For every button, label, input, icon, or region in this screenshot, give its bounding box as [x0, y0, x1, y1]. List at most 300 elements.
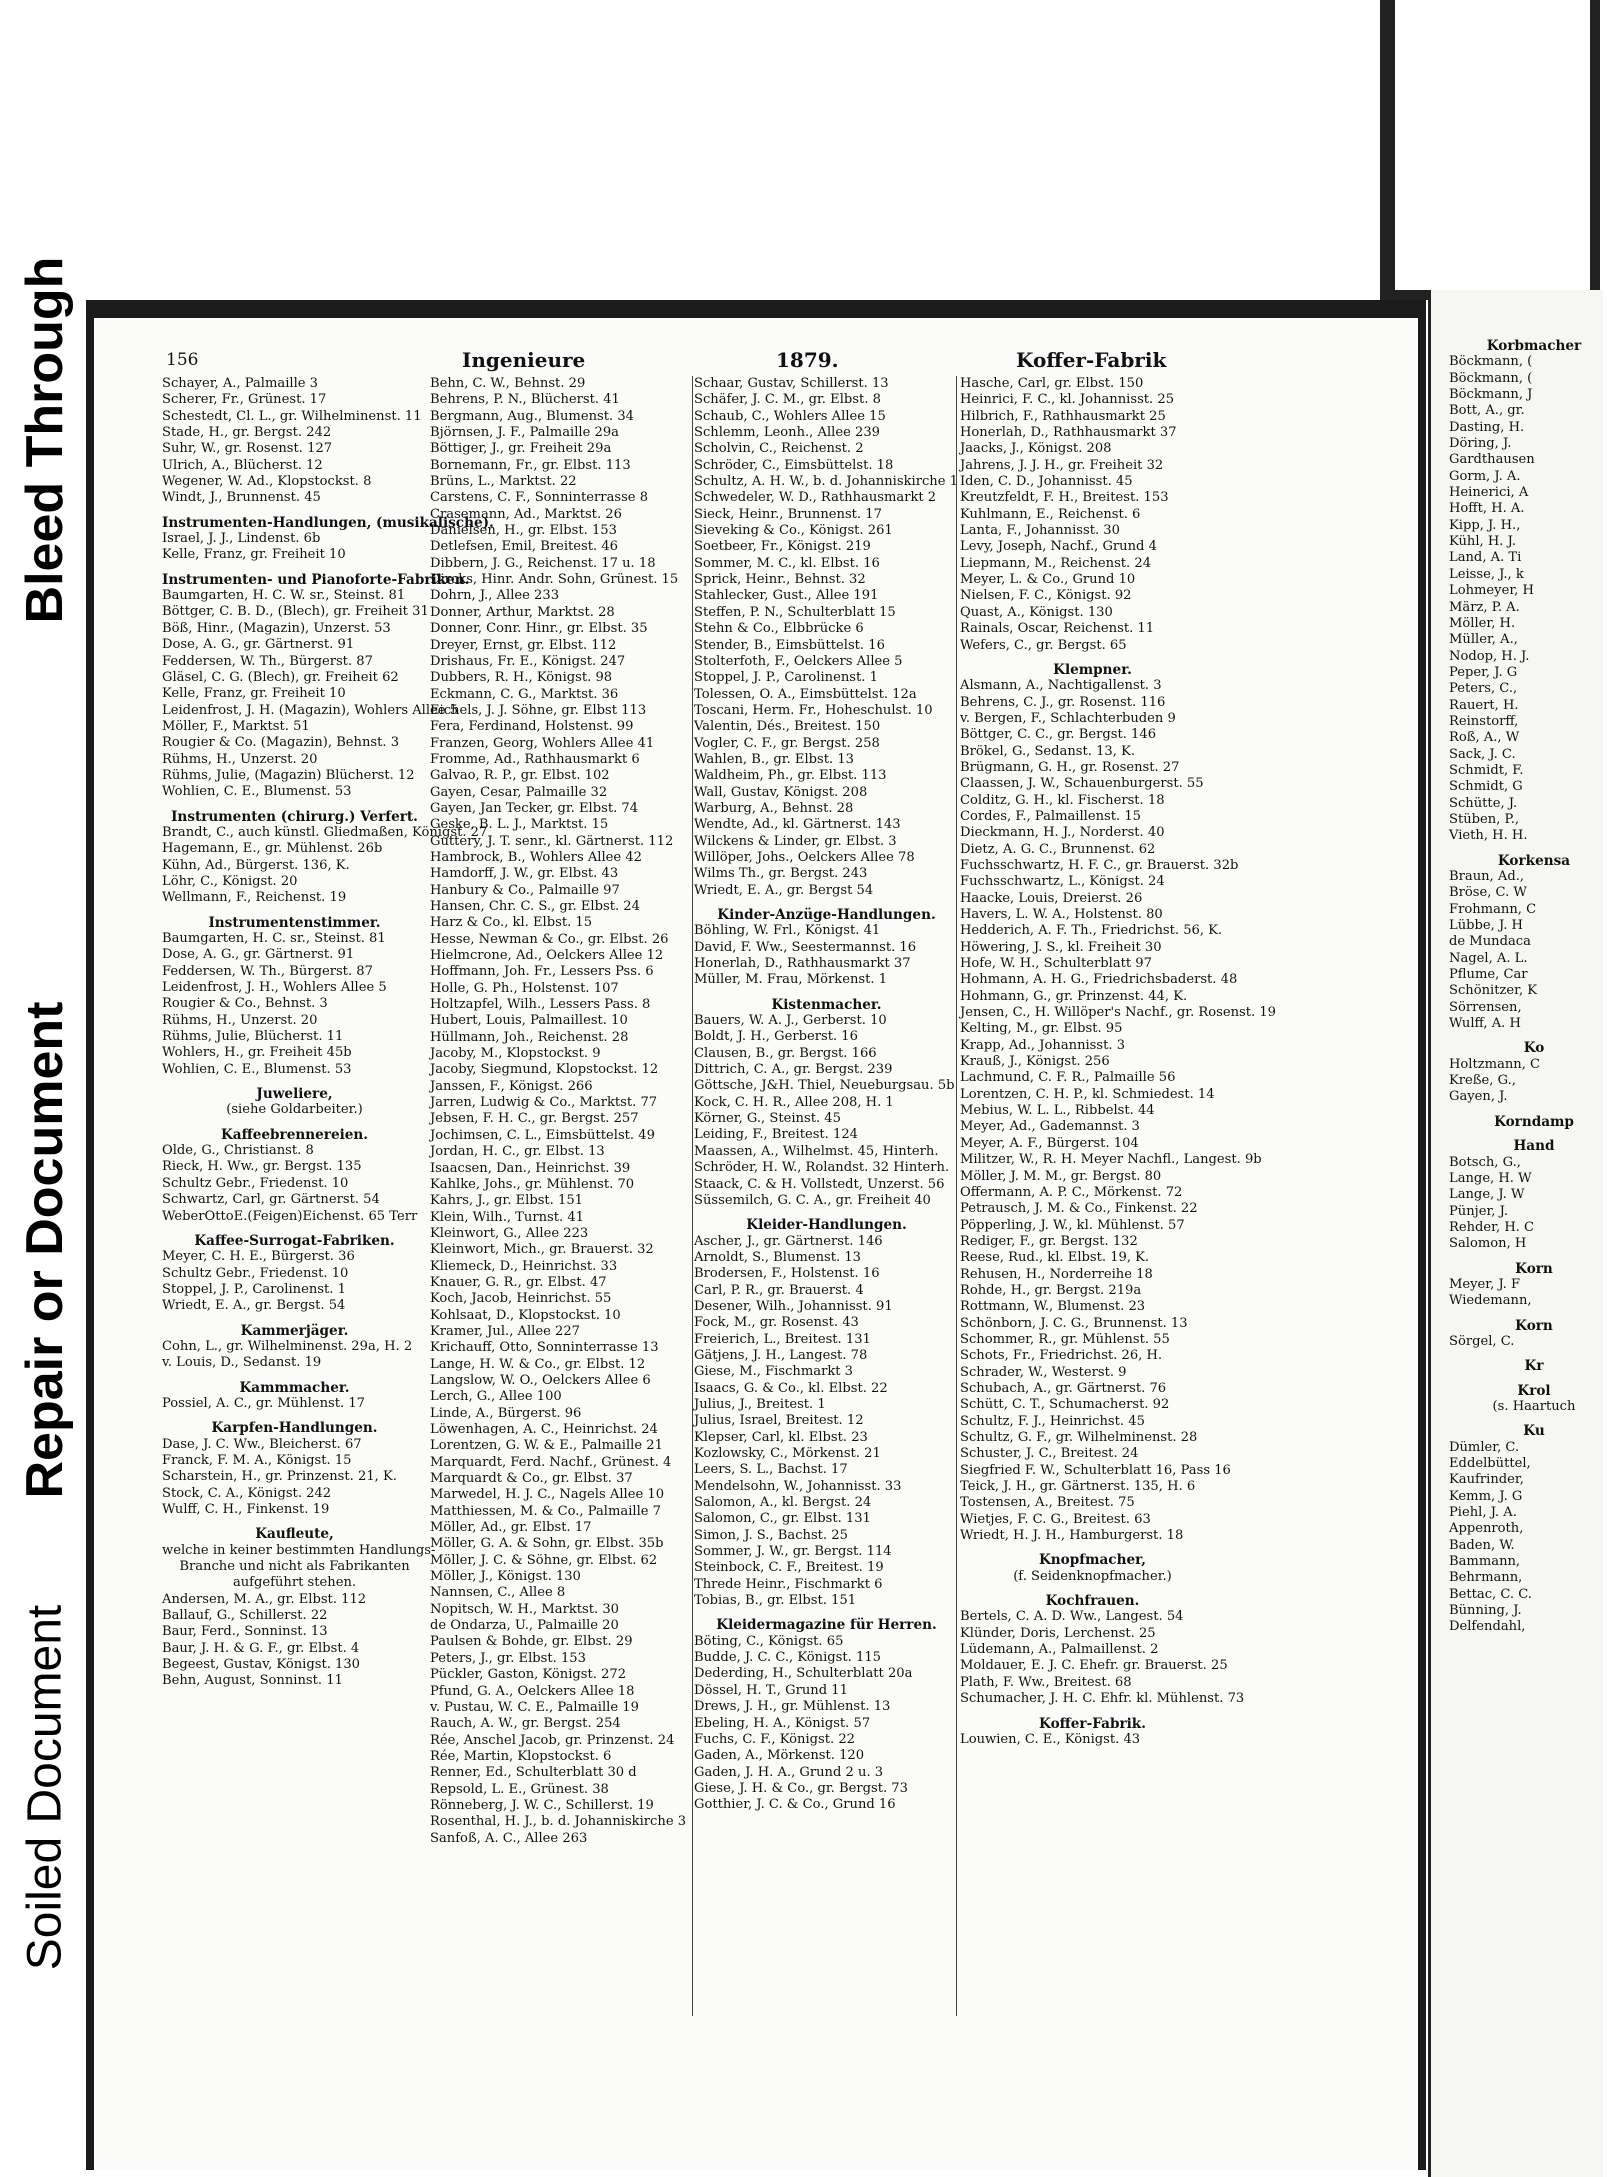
directory-entry: Göttsche, J&H. Thiel, Neueburgsau. 5b [694, 1078, 955, 1094]
section-heading: Kaffee-Surrogat-Fabriken. [194, 1232, 395, 1249]
directory-entry: Dubbers, R. H., Königst. 98 [430, 670, 613, 686]
directory-entry: Sprick, Heinr., Behnst. 32 [694, 572, 866, 588]
directory-entry: Dieckmann, H. J., Norderst. 40 [960, 825, 1165, 841]
directory-entry: Bettac, C. C. [1449, 1586, 1532, 1602]
directory-entry: Schultz, F. J., Heinrichst. 45 [960, 1413, 1145, 1429]
directory-entry: Gotthier, J. C. & Co., Grund 16 [694, 1797, 896, 1813]
directory-entry: Lange, J. W [1449, 1187, 1525, 1203]
directory-entry: Stender, B., Eimsbüttelst. 16 [694, 637, 885, 653]
section-heading: Hand [1513, 1138, 1555, 1155]
directory-entry: Jacoby, Siegmund, Klopstockst. 12 [430, 1062, 659, 1078]
directory-entry: Schmidt, G [1449, 779, 1523, 795]
directory-entry: Hambrock, B., Wohlers Allee 42 [430, 849, 642, 865]
directory-entry: Stüben, P., [1449, 811, 1520, 827]
directory-entry: Geske, B. L. J., Marktst. 15 [430, 817, 609, 833]
directory-entry: Kelting, M., gr. Elbst. 95 [960, 1021, 1123, 1037]
directory-entry: Gätjens, J. H., Langest. 78 [694, 1347, 868, 1363]
directory-entry: Donner, Conr. Hinr., gr. Elbst. 35 [430, 621, 648, 637]
directory-entry: Marquardt & Co., gr. Elbst. 37 [430, 1471, 633, 1487]
directory-entry: Gayen, Jan Tecker, gr. Elbst. 74 [430, 800, 639, 816]
directory-entry: Pöpperling, J. W., kl. Mühlenst. 57 [960, 1217, 1185, 1233]
directory-entry: Julius, J., Breitest. 1 [694, 1396, 826, 1412]
directory-entry: Peters, C., [1449, 681, 1518, 697]
directory-entry: Carstens, C. F., Sonninterrasse 8 [430, 490, 649, 506]
directory-entry: Petrausch, J. M. & Co., Finkenst. 22 [960, 1201, 1198, 1217]
directory-entry: Gayen, Cesar, Palmaille 32 [430, 784, 608, 800]
header-year: 1879. [776, 348, 839, 372]
directory-entry: Budde, J. C. C., Königst. 115 [694, 1650, 881, 1666]
directory-entry: Kuhlmann, E., Reichenst. 6 [960, 506, 1141, 522]
header-left: Ingenieure [462, 348, 586, 372]
directory-entry: Fuchs, C. F., Königst. 22 [694, 1731, 856, 1747]
directory-entry: Hohmann, G., gr. Prinzenst. 44, K. [960, 988, 1188, 1004]
directory-entry: Lanta, F., Johannisst. 30 [960, 523, 1120, 539]
directory-entry: Dibbern, J. G., Reichenst. 17 u. 18 [430, 555, 656, 571]
directory-entry: Eichels, J. J. Söhne, gr. Elbst 113 [430, 702, 647, 718]
directory-entry: Jordan, H. C., gr. Elbst. 13 [430, 1144, 605, 1160]
directory-entry: Höwering, J. S., kl. Freiheit 30 [960, 939, 1162, 955]
directory-entry: Rohde, H., gr. Bergst. 219a [960, 1282, 1142, 1298]
directory-entry: Rougier & Co., Behnst. 3 [162, 996, 328, 1012]
directory-entry: Meyer, J. F [1449, 1276, 1521, 1292]
directory-entry: Leers, S. L., Bachst. 17 [694, 1462, 848, 1478]
page-number: 156 [166, 350, 199, 370]
directory-entry: Paulsen & Bohde, gr. Elbst. 29 [430, 1634, 633, 1650]
directory-entry: Kramer, Jul., Allee 227 [430, 1323, 580, 1339]
directory-entry: Fromme, Ad., Rathhausmarkt 6 [430, 751, 640, 767]
section-heading: Kinder-Anzüge-Handlungen. [717, 907, 936, 923]
directory-entry: Drishaus, Fr. E., Königst. 247 [430, 653, 626, 669]
directory-entry: Fera, Ferdinand, Holstenst. 99 [430, 719, 634, 735]
directory-entry: Möller, H. [1449, 615, 1516, 631]
section-heading: Korn [1515, 1317, 1553, 1334]
directory-entry: Danielsen, H., gr. Elbst. 153 [430, 523, 617, 539]
directory-entry: Löwenhagen, A. C., Heinrichst. 24 [430, 1422, 658, 1437]
directory-entry: Rée, Martin, Klopstockst. 6 [430, 1748, 612, 1764]
section-heading: Korbmacher [1486, 338, 1582, 354]
column-4 [960, 376, 1277, 1748]
directory-entry: Andersen, M. A., gr. Elbst. 112 [162, 1591, 367, 1607]
scan-background [1395, 0, 1590, 290]
directory-entry: Stade, H., gr. Bergst. 242 [162, 425, 332, 441]
directory-entry: Wohlien, C. E., Blumenst. 53 [162, 784, 352, 800]
directory-entry: Brandt, C., auch künstl. Gliedmaßen, Königst. 27 [162, 824, 488, 840]
directory-entry: Hüllmann, Joh., Reichenst. 28 [430, 1029, 629, 1045]
directory-entry: Fuchsschwartz, L., Königst. 24 [960, 874, 1165, 890]
directory-entry: Rauert, H. [1449, 697, 1519, 713]
directory-entry: Haacke, Louis, Dreierst. 26 [960, 890, 1143, 906]
directory-entry: Bergmann, Aug., Blumenst. 34 [430, 408, 634, 424]
directory-entry: Leidenfrost, J. H., Wohlers Allee 5 [162, 980, 387, 996]
directory-entry: Löhr, C., Königst. 20 [162, 873, 298, 889]
directory-entry: Schütt, C. T., Schumacherst. 92 [960, 1397, 1170, 1413]
directory-entry: Steffen, P. N., Schulterblatt 15 [694, 604, 896, 620]
section-heading: Instrumenten- und Pianoforte-Fabriken. [162, 571, 470, 588]
directory-entry: Fuchsschwartz, H. F. C., gr. Brauerst. 32b [960, 857, 1239, 873]
directory-entry: Soetbeer, Fr., Königst. 219 [694, 539, 871, 555]
section-heading: Koffer-Fabrik. [1039, 1715, 1146, 1732]
directory-entry: Kelle, Franz, gr. Freiheit 10 [162, 686, 346, 702]
directory-entry: Militzer, W., R. H. Meyer Nachfl., Langest. 9b [960, 1152, 1262, 1168]
directory-entry: Steinbock, C. F., Breitest. 19 [694, 1560, 884, 1576]
directory-entry: Brüns, L., Marktst. 22 [430, 474, 577, 490]
directory-entry: Baur, J. H. & G. F., gr. Elbst. 4 [162, 1640, 360, 1656]
directory-entry: Kleinwort, G., Allee 223 [430, 1225, 589, 1241]
directory-entry: Holtzmann, C [1449, 1056, 1541, 1072]
directory-entry: Giese, J. H. & Co., gr. Bergst. 73 [694, 1780, 908, 1796]
section-heading: Korn [1515, 1260, 1553, 1277]
directory-entry: Donner, Arthur, Marktst. 28 [430, 604, 615, 620]
directory-entry: Sieck, Heinr., Brunnenst. 17 [694, 506, 882, 522]
directory-entry: Detlefsen, Emil, Breitest. 46 [430, 539, 618, 555]
directory-entry: Heinrici, F. C., kl. Johannisst. 25 [960, 392, 1175, 408]
directory-entry: Klein, Wilh., Turnst. 41 [430, 1209, 585, 1225]
directory-entry: Behn, August, Sonninst. 11 [162, 1673, 343, 1689]
directory-entry: Kozlowsky, C., Mörkenst. 21 [694, 1446, 881, 1461]
directory-entry: Stahlecker, Gust., Allee 191 [694, 588, 879, 604]
section-heading: Instrumentenstimmer. [208, 914, 381, 931]
label-bleed-through[interactable]: Bleed Through [16, 256, 74, 624]
directory-entry: Salomon, H [1449, 1236, 1527, 1252]
section-note: Branche und nicht als Fabrikanten [179, 1559, 410, 1575]
directory-entry: Möller, J. M. M., gr. Bergst. 80 [960, 1168, 1162, 1184]
directory-entry: Janssen, F., Königst. 266 [430, 1078, 593, 1094]
directory-entry: Reese, Rud., kl. Elbst. 19, K. [960, 1250, 1150, 1266]
directory-entry: Reinstorff, [1449, 713, 1519, 729]
directory-entry: Frohmann, C [1449, 901, 1537, 917]
directory-entry: Scholvin, C., Reichenst. 2 [694, 441, 864, 457]
directory-entry: Alsmann, A., Nachtigallenst. 3 [960, 678, 1162, 694]
directory-entry: Lange, H. W. & Co., gr. Elbst. 12 [430, 1356, 646, 1372]
column-2 [430, 376, 695, 1847]
directory-entry: Behrens, P. N., Blücherst. 41 [430, 392, 620, 408]
directory-entry: Wiedemann, [1449, 1293, 1532, 1309]
directory-entry: Wietjes, F. C. G., Breitest. 63 [960, 1511, 1151, 1527]
directory-entry: Süssemilch, G. C. A., gr. Freiheit 40 [694, 1192, 931, 1208]
directory-entry: Böhling, W. Frl., Königst. 41 [694, 923, 881, 939]
directory-entry: Koch, Jacob, Heinrichst. 55 [430, 1291, 612, 1307]
directory-entry: Kreße, G., [1449, 1073, 1516, 1089]
directory-entry: Schommer, R., gr. Mühlenst. 55 [960, 1331, 1170, 1347]
directory-entry: Claassen, J. W., Schauenburgerst. 55 [960, 776, 1204, 792]
running-header [166, 348, 1206, 374]
directory-entry: Gardthausen [1449, 452, 1535, 468]
directory-entry: Kemm, J. G [1449, 1488, 1523, 1504]
directory-entry: Liepmann, M., Reichenst. 24 [960, 555, 1152, 571]
directory-entry: Delfendahl, [1449, 1619, 1526, 1635]
section-heading: Korkensa [1497, 852, 1571, 869]
directory-entry: Schayer, A., Palmaille 3 [162, 376, 319, 391]
directory-entry: Renner, Ed., Schulterblatt 30 d [430, 1765, 637, 1781]
directory-entry: Wriedt, E. A., gr. Bergst 54 [694, 882, 874, 898]
directory-entry: Gaden, J. H. A., Grund 2 u. 3 [694, 1764, 884, 1780]
directory-entry: Böckmann, ( [1449, 354, 1533, 370]
section-heading: Karpfen-Handlungen. [211, 1420, 378, 1437]
directory-entry: Klepser, Carl, kl. Elbst. 23 [694, 1429, 868, 1445]
directory-entry: Moldauer, E. J. C. Ehefr. gr. Brauerst. 25 [960, 1658, 1228, 1674]
directory-entry: Bünning, J. [1449, 1603, 1522, 1619]
directory-entry: Rühms, H., Unzerst. 20 [162, 751, 318, 767]
directory-entry: Plath, F. Ww., Breitest. 68 [960, 1674, 1132, 1690]
directory-entry: Roß, A., W [1449, 730, 1520, 746]
directory-entry: Lüdemann, A., Palmaillenst. 2 [960, 1642, 1159, 1658]
directory-entry: März, P. A. [1449, 599, 1520, 615]
directory-entry: Repsold, L. E., Grünest. 38 [430, 1781, 609, 1797]
directory-entry: Wellmann, F., Reichenst. 19 [162, 890, 347, 906]
directory-entry: Döring, J. [1449, 436, 1512, 452]
directory-entry: Möller, Ad., gr. Elbst. 17 [430, 1520, 592, 1536]
directory-entry: Boldt, J. H., Gerberst. 16 [694, 1029, 858, 1045]
directory-entry: Bammann, [1449, 1554, 1521, 1570]
directory-entry: Dose, A. G., gr. Gärtnerst. 91 [162, 637, 355, 653]
directory-entry: Kohlsaat, D., Klopstockst. 10 [430, 1307, 621, 1323]
directory-entry: Lachmund, C. F. R., Palmaille 56 [960, 1070, 1176, 1086]
directory-entry: Stolterfoth, F., Oelckers Allee 5 [694, 653, 903, 669]
directory-entry: Rosenthal, H. J., b. d. Johanniskirche 3 [430, 1814, 687, 1830]
directory-entry: Rehusen, H., Norderreihe 18 [960, 1266, 1153, 1282]
directory-entry: Wriedt, H. J. H., Hamburgerst. 18 [960, 1528, 1184, 1544]
directory-entry: Matthiessen, M. & Co., Palmaille 7 [430, 1503, 662, 1519]
directory-entry: Baden, W. [1449, 1537, 1515, 1553]
directory-entry: Meyer, A. F., Bürgerst. 104 [960, 1135, 1139, 1151]
directory-entry: Kock, C. H. R., Allee 208, H. 1 [694, 1094, 894, 1110]
label-soiled-document[interactable]: Soiled Document [18, 1604, 72, 1971]
directory-entry: Land, A. Ti [1449, 550, 1522, 566]
section-heading: Juweliere, [256, 1086, 333, 1103]
directory-entry: Bornemann, Fr., gr. Elbst. 113 [430, 457, 631, 473]
directory-entry: Müller, A., [1449, 632, 1518, 648]
directory-entry: Möller, J., Königst. 130 [430, 1569, 581, 1585]
directory-entry: Schestedt, Cl. L., gr. Wilhelminenst. 11 [162, 408, 422, 424]
directory-entry: Schots, Fr., Friedrichst. 26, H. [960, 1348, 1163, 1364]
directory-entry: Schütte, J. [1449, 795, 1518, 811]
directory-entry: Sörgel, C. [1449, 1333, 1515, 1349]
directory-entry: Marwedel, H. J. C., Nagels Allee 10 [430, 1487, 665, 1503]
facing-page [1428, 290, 1603, 2177]
directory-entry: Knauer, G. R., gr. Elbst. 47 [430, 1274, 607, 1290]
directory-entry: Giese, M., Fischmarkt 3 [694, 1364, 854, 1380]
directory-entry: Rottmann, W., Blumenst. 23 [960, 1299, 1146, 1315]
section-heading: Kammmacher. [239, 1379, 350, 1396]
directory-entry: Böttger, C. C., gr. Bergst. 146 [960, 727, 1157, 743]
directory-entry: Wriedt, E. A., gr. Bergst. 54 [162, 1298, 346, 1314]
section-note: (s. Haartuch [1492, 1398, 1576, 1414]
directory-entry: Behn, C. W., Behnst. 29 [430, 376, 586, 391]
directory-entry: Bröse, C. W [1449, 885, 1527, 901]
directory-entry: Böting, C., Königst. 65 [694, 1633, 844, 1649]
directory-entry: Warburg, A., Behnst. 28 [694, 800, 854, 816]
directory-entry: Schubach, A., gr. Gärtnerst. 76 [960, 1380, 1167, 1396]
directory-entry: Marquardt, Ferd. Nachf., Grünest. 4 [430, 1454, 672, 1470]
directory-entry: Nagel, A. L. [1449, 950, 1528, 966]
directory-entry: Gayen, J. [1449, 1089, 1508, 1105]
directory-entry: Lohmeyer, H [1449, 583, 1534, 599]
directory-entry: Langslow, W. O., Oelckers Allee 6 [430, 1372, 651, 1388]
directory-entry: Holle, G. Ph., Holstenst. 107 [430, 980, 619, 996]
directory-entry: Körner, G., Steinst. 45 [694, 1111, 841, 1127]
directory-entry: Böß, Hinr., (Magazin), Unzerst. 53 [162, 620, 391, 636]
directory-entry: de Ondarza, U., Palmaille 20 [430, 1618, 619, 1634]
directory-entry: Maassen, A., Wilhelmst. 45, Hinterh. [694, 1143, 939, 1159]
directory-entry: Galvao, R. P., gr. Elbst. 102 [430, 768, 610, 784]
directory-entry: Lerch, G., Allee 100 [430, 1389, 562, 1405]
section-heading: Korndamp [1494, 1113, 1574, 1130]
directory-entry: Olde, G., Christianst. 8 [162, 1143, 314, 1159]
directory-entry: Brökel, G., Sedanst. 13, K. [960, 743, 1136, 759]
directory-entry: Hielmcrone, Ad., Oelckers Allee 12 [430, 948, 664, 964]
directory-entry: Rühms, Julie, (Magazin) Blücherst. 12 [162, 767, 415, 783]
facing-page-column [1449, 330, 1619, 1636]
directory-entry: Dasting, H. [1449, 419, 1525, 435]
directory-entry: Dederding, H., Schulterblatt 20a [694, 1666, 913, 1682]
sidebar [0, 0, 90, 2177]
directory-entry: Baur, Ferd., Sonninst. 13 [162, 1624, 328, 1640]
directory-entry: Rainals, Oscar, Reichenst. 11 [960, 621, 1155, 637]
section-heading: Kistenmacher. [771, 996, 882, 1013]
directory-entry: Hoffmann, Joh. Fr., Lessers Pss. 6 [430, 964, 654, 980]
directory-entry: Wefers, C., gr. Bergst. 65 [960, 637, 1127, 653]
directory-entry: Kreutzfeldt, F. H., Breitest. 153 [960, 490, 1169, 506]
directory-entry: Schultz, A. H. W., b. d. Johanniskirche 1 [694, 474, 958, 490]
directory-entry: Salomon, A., kl. Bergst. 24 [694, 1495, 872, 1511]
directory-entry: Vieth, H. H. [1449, 828, 1528, 844]
directory-entry: Cordes, F., Palmaillenst. 15 [960, 808, 1142, 824]
directory-entry: Bott, A., gr. [1449, 403, 1525, 419]
directory-entry: Freierich, L., Breitest. 131 [694, 1331, 871, 1347]
directory-entry: Stoppel, J. P., Carolinenst. 1 [694, 670, 878, 686]
directory-entry: Eddelbüttel, [1449, 1456, 1531, 1471]
directory-entry: Hanbury & Co., Palmaille 97 [430, 882, 620, 898]
section-heading: Klempner. [1053, 661, 1132, 678]
directory-entry: Stehn & Co., Elbbrücke 6 [694, 621, 864, 637]
directory-entry: Teick, J. H., gr. Gärtnerst. 135, H. 6 [960, 1479, 1196, 1495]
directory-entry: Iden, C. D., Johannisst. 45 [960, 474, 1133, 490]
directory-entry: Dose, A. G., gr. Gärtnerst. 91 [162, 947, 355, 963]
directory-entry: Peper, J. G [1449, 664, 1518, 680]
directory-entry: Dümler, C. [1449, 1439, 1520, 1455]
directory-entry: Rougier & Co. (Magazin), Behnst. 3 [162, 735, 400, 751]
directory-entry: Nielsen, F. C., Königst. 92 [960, 588, 1132, 604]
directory-entry: Windt, J., Brunnenst. 45 [162, 490, 321, 506]
directory-entry: Ascher, J., gr. Gärtnerst. 146 [694, 1233, 883, 1249]
section-heading: Ko [1523, 1040, 1545, 1057]
directory-entry: Schaar, Gustav, Schillerst. 13 [694, 376, 889, 391]
section-heading: Instrumenten (chirurg.) Verfert. [171, 808, 418, 825]
directory-entry: Harz & Co., kl. Elbst. 15 [430, 915, 593, 931]
label-repair-document[interactable]: Repair or Document [16, 1001, 74, 1499]
directory-entry: Hilbrich, F., Rathhausmarkt 25 [960, 408, 1166, 424]
directory-entry: Möller, F., Marktst. 51 [162, 718, 310, 734]
directory-entry: Pfund, G. A., Oelckers Allee 18 [430, 1683, 635, 1699]
directory-entry: Schaub, C., Wohlers Allee 15 [694, 408, 886, 424]
section-heading: Kaufleute, [255, 1526, 334, 1543]
directory-entry: Botsch, G., [1449, 1154, 1521, 1170]
directory-entry: Mendelsohn, W., Johannisst. 33 [694, 1478, 902, 1494]
directory-entry: Schröder, H. W., Rolandst. 32 Hinterh. [694, 1160, 950, 1176]
section-heading: Kochfrauen. [1045, 1593, 1140, 1610]
directory-entry: Israel, J. J., Lindenst. 6b [162, 531, 321, 547]
directory-entry: Brügmann, G. H., gr. Rosenst. 27 [960, 759, 1180, 775]
directory-entry: Tolessen, O. A., Eimsbüttelst. 12a [694, 686, 917, 702]
directory-entry: Bauers, W. A. J., Gerberst. 10 [694, 1013, 887, 1029]
directory-entry: Wendte, Ad., kl. Gärtnerst. 143 [694, 817, 901, 833]
directory-entry: Gorm, J. A. [1449, 468, 1521, 484]
directory-entry: Schmidt, F. [1449, 762, 1524, 778]
directory-entry: Hasche, Carl, gr. Elbst. 150 [960, 376, 1144, 391]
directory-entry: Schröder, C., Eimsbüttelst. 18 [694, 457, 894, 473]
directory-entry: Wilckens & Linder, gr. Elbst. 3 [694, 833, 897, 849]
directory-entry: Nodop, H. J. [1449, 648, 1530, 664]
section-heading: Kammerjäger. [240, 1322, 349, 1339]
directory-entry: Kühl, H. J. [1449, 534, 1517, 550]
directory-entry: Kleinwort, Mich., gr. Brauerst. 32 [430, 1242, 654, 1258]
directory-entry: Hesse, Newman & Co., gr. Elbst. 26 [430, 931, 669, 947]
directory-entry: Schönborn, J. C. G., Brunnenst. 13 [960, 1315, 1188, 1331]
directory-entry: Possiel, A. C., gr. Mühlenst. 17 [162, 1395, 366, 1411]
header-right: Koffer-Fabrik [1016, 348, 1167, 372]
directory-entry: Schwedeler, W. D., Rathhausmarkt 2 [694, 490, 937, 506]
directory-entry: Schultz Gebr., Friedenst. 10 [162, 1265, 349, 1281]
directory-entry: Bertels, C. A. D. Ww., Langest. 54 [960, 1609, 1184, 1625]
directory-entry: Feddersen, W. Th., Bürgerst. 87 [162, 653, 373, 669]
directory-entry: Pünjer, J. [1449, 1203, 1509, 1219]
directory-entry: Ballauf, G., Schillerst. 22 [162, 1608, 328, 1624]
directory-entry: v. Pustau, W. C. E., Palmaille 19 [430, 1699, 639, 1715]
directory-entry: Möller, J. C. & Söhne, gr. Elbst. 62 [430, 1552, 658, 1568]
directory-entry: Sanfoß, A. C., Allee 263 [430, 1830, 588, 1846]
directory-entry: Gläsel, C. G. (Blech), gr. Freiheit 62 [162, 669, 399, 685]
directory-entry: Jarren, Ludwig & Co., Marktst. 77 [430, 1095, 658, 1111]
directory-entry: Gaden, A., Mörkenst. 120 [694, 1748, 865, 1764]
column-3 [694, 376, 959, 1814]
directory-entry: Jochimsen, C. L., Eimsbüttelst. 49 [430, 1127, 655, 1143]
section-heading: Krol [1517, 1382, 1551, 1399]
directory-entry: Rühms, Julie, Blücherst. 11 [162, 1029, 344, 1045]
directory-entry: Toscani, Herm. Fr., Hoheschulst. 10 [694, 702, 933, 718]
directory-entry: Dircks, Hinr. Andr. Sohn, Grünest. 15 [430, 572, 679, 588]
directory-entry: Brodersen, F., Holstenst. 16 [694, 1266, 880, 1282]
directory-entry: Hubert, Louis, Palmaillest. 10 [430, 1013, 628, 1029]
directory-entry: Krichauff, Otto, Sonninterrasse 13 [430, 1340, 659, 1356]
directory-entry: Lorentzen, C. H. P., kl. Schmiedest. 14 [960, 1086, 1215, 1102]
directory-entry: Havers, L. W. A., Holstenst. 80 [960, 907, 1163, 922]
directory-entry: Krauß, J., Königst. 256 [960, 1054, 1110, 1070]
directory-entry: v. Bergen, F., Schlachterbuden 9 [960, 710, 1176, 726]
directory-entry: Honerlah, D., Rathhausmarkt 37 [694, 956, 911, 972]
directory-entry: Lange, H. W [1449, 1170, 1532, 1186]
directory-entry: Nannsen, C., Allee 8 [430, 1585, 566, 1601]
directory-entry: Wohlers, H., gr. Freiheit 45b [162, 1045, 352, 1061]
directory-entry: Kelle, Franz, gr. Freiheit 10 [162, 547, 346, 563]
directory-entry: Rée, Anschel Jacob, gr. Prinzenst. 24 [430, 1732, 675, 1748]
directory-entry: Ulrich, A., Blücherst. 12 [162, 457, 323, 473]
directory-entry: David, F. Ww., Seestermannst. 16 [694, 939, 917, 955]
directory-entry: Ebeling, H. A., Königst. 57 [694, 1715, 871, 1731]
directory-entry: Rönneberg, J. W. C., Schillerst. 19 [430, 1797, 654, 1813]
directory-entry: Schäfer, J. C. M., gr. Elbst. 8 [694, 392, 881, 408]
directory-entry: Colditz, G. H., kl. Fischerst. 18 [960, 792, 1165, 808]
directory-entry: Drews, J. H., gr. Mühlenst. 13 [694, 1699, 891, 1715]
section-heading: Kleidermagazine für Herren. [716, 1617, 937, 1634]
directory-entry: Willöper, Johs., Oelckers Allee 78 [694, 849, 915, 865]
directory-entry: Valentin, Dés., Breitest. 150 [694, 719, 881, 735]
directory-entry: Sieveking & Co., Königst. 261 [694, 523, 893, 539]
directory-entry: Behrmann, [1449, 1570, 1523, 1586]
directory-entry: Heinerici, A [1449, 485, 1529, 501]
directory-entry: Wahlen, B., gr. Elbst. 13 [694, 751, 854, 767]
directory-entry: Stoppel, J. P., Carolinenst. 1 [162, 1281, 346, 1297]
directory-entry: Böckmann, ( [1449, 370, 1533, 386]
